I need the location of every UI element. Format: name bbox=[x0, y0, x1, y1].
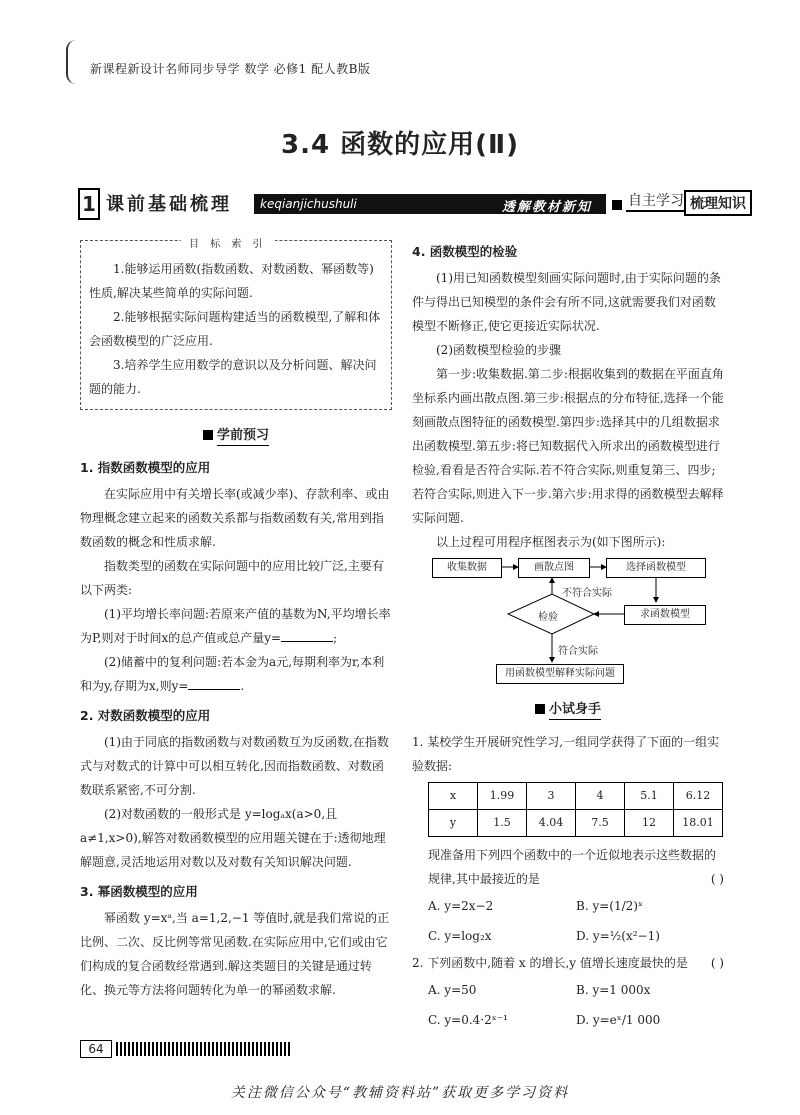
flow-choose: 选择函数模型 bbox=[606, 558, 706, 578]
goals-box bbox=[80, 240, 392, 410]
table-row: x 1.99 3 4 5.1 6.12 bbox=[429, 783, 723, 810]
data-table bbox=[428, 782, 723, 837]
banner-slogan: 透解教材新知 bbox=[501, 200, 592, 215]
section-4-heading: 4. 函数模型的检验 bbox=[412, 244, 518, 259]
footer-note: 关注微信公众号“教辅资料站”获取更多学习资料 bbox=[230, 1085, 570, 1101]
page-title: 3.4 函数的应用(Ⅱ) bbox=[280, 130, 519, 160]
paragraph: 指数类型的函数在实际问题中的应用比较广泛,主要有以下两类: bbox=[80, 559, 384, 597]
banner-tag-self-study: 自主学习 bbox=[626, 190, 686, 212]
question-1: 1. 某校学生开展研究性学习,一组同学获得了下面的一组实验数据: bbox=[412, 735, 720, 773]
question-1-ask: 现准备用下列四个函数中的一个近似地表示这些数据的规律,其中最接近的是 ( ) bbox=[428, 848, 724, 886]
option[interactable]: C. y=0.4·2ˣ⁻¹ bbox=[428, 1013, 508, 1027]
square-icon bbox=[612, 200, 622, 210]
square-icon bbox=[203, 430, 213, 440]
page-number: 64 bbox=[80, 1040, 112, 1058]
option[interactable]: B. y=1 000x bbox=[576, 983, 651, 997]
banner-tag-review: 梳理知识 bbox=[684, 190, 752, 216]
paragraph: (1)用已知函数模型刻画实际问题时,由于实际问题的条件与得出已知模型的条件会有所不同,这就需要我们对函数模型不断修正,使它更接近实际状况. bbox=[412, 271, 721, 333]
paragraph: 第一步:收集数据.第二步:根据收集到的数据在平面直角坐标系内画出散点图.第三步:根据点的分布特征,选择一个能刻画散点图特征的函数模型.第四步:选择其中的几组数据求出函数模型.第五步:将已知数据代入所求出的函数模型进行检验,看看是否符合实际.若不符合实际,则重复第三、四步;若符合实际,则进入下一步.第六步:用求得的函数模型去解释实际问题. bbox=[412, 367, 724, 525]
flow-explain: 用函数模型解释实际问题 bbox=[496, 664, 624, 684]
left-column bbox=[80, 240, 392, 1002]
option[interactable]: D. y=eˣ/1 000 bbox=[576, 1013, 661, 1027]
section-3-heading: 3. 幂函数模型的应用 bbox=[80, 884, 198, 899]
goal-item: 3.培养学生应用数学的意识以及分析问题、解决问题的能力. bbox=[89, 358, 377, 396]
fill-blank[interactable] bbox=[281, 629, 333, 642]
question-2: 2. 下列函数中,随着 x 的增长,y 值增长速度最快的是 ( ) bbox=[412, 956, 724, 970]
header-bracket bbox=[66, 40, 82, 84]
paragraph: 幂函数 y=xᵃ,当 a=1,2,−1 等值时,就是我们常说的正比例、二次、反比例等常见函数.在实际应用中,它们或由它们构成的复合函数经常遇到.解这类题目的关键是通过转化、换元等方法将问题转化为单一的幂函数求解. bbox=[80, 911, 390, 997]
table-row: y 1.5 4.04 7.5 12 18.01 bbox=[429, 810, 723, 837]
flow-notfit: 不符合实际 bbox=[562, 588, 612, 599]
flow-scatter: 画散点图 bbox=[518, 558, 590, 578]
banner-pinyin: keqianjichushuli bbox=[260, 197, 357, 211]
right-column bbox=[412, 240, 724, 1035]
paragraph: 在实际应用中有关增长率(或减少率)、存款利率、或由物理概念建立起来的函数关系都与指数函数有关,常用到指数函数的概念和性质求解. bbox=[80, 487, 390, 549]
paragraph: (1)由于同底的指数函数与对数函数互为反函数,在指数式与对数式的计算中可以相互转化,因而指数函数、对数函数联系紧密,不可分割. bbox=[80, 735, 389, 797]
paragraph: (2)对数函数的一般形式是 y=logₐx(a>0,且 a≠1,x>0),解答对数函数模型的应用题关键在于:透彻地理解题意,灵活地运用对数以及对数有关知识解决问题. bbox=[80, 807, 386, 869]
paragraph: 以上过程可用程序框图表示为(如下图所示): bbox=[436, 535, 666, 549]
option[interactable]: C. y=log₂x bbox=[428, 929, 492, 943]
flowchart bbox=[412, 558, 724, 688]
option[interactable]: A. y=2x−2 bbox=[428, 899, 494, 913]
option[interactable]: A. y=50 bbox=[428, 983, 477, 997]
goal-item: 1.能够运用函数(指数函数、对数函数、幂函数等)性质,解决某些简单的实际问题. bbox=[89, 262, 374, 300]
flow-collect: 收集数据 bbox=[432, 558, 502, 578]
page-footer-bar bbox=[80, 1040, 292, 1058]
banner-bar bbox=[254, 194, 606, 214]
flow-fit: 符合实际 bbox=[558, 646, 598, 657]
section-2-heading: 2. 对数函数模型的应用 bbox=[80, 708, 211, 723]
goals-heading: 目 标 索 引 bbox=[181, 233, 275, 257]
goal-item: 2.能够根据实际问题构建适当的函数模型,了解和体会函数模型的广泛应用. bbox=[89, 310, 381, 348]
option[interactable]: B. y=(1/2)ˣ bbox=[576, 899, 644, 913]
banner-title: 课前基础梳理 bbox=[106, 194, 232, 215]
fill-blank[interactable] bbox=[188, 677, 240, 690]
option[interactable]: D. y=½(x²−1) bbox=[576, 929, 660, 943]
section-banner bbox=[78, 188, 746, 218]
hatch-decoration bbox=[116, 1042, 292, 1056]
question-1-options bbox=[428, 891, 724, 951]
square-icon bbox=[535, 704, 545, 714]
question-2-options bbox=[428, 975, 724, 1035]
section-1-heading: 1. 指数函数模型的应用 bbox=[80, 460, 211, 475]
practice-heading: 小试身手 bbox=[412, 698, 724, 722]
running-header: 新课程新设计名师同步导学 数学 必修1 配人教B版 bbox=[90, 62, 371, 76]
preview-heading: 学前预习 bbox=[80, 424, 392, 448]
flow-check: 检验 bbox=[538, 612, 558, 623]
paragraph: (1)平均增长率问题:若原来产值的基数为N,平均增长率为P,则对于时间x的总产值或总产量y= ; bbox=[80, 607, 391, 645]
paragraph: (2)函数模型检验的步骤 bbox=[436, 343, 561, 357]
paragraph: (2)储蓄中的复利问题:若本金为a元,每期利率为r,本利和为y,存期为x,则y= . bbox=[80, 655, 385, 693]
banner-number: 1 bbox=[78, 188, 100, 220]
flow-solve: 求函数模型 bbox=[624, 605, 706, 625]
